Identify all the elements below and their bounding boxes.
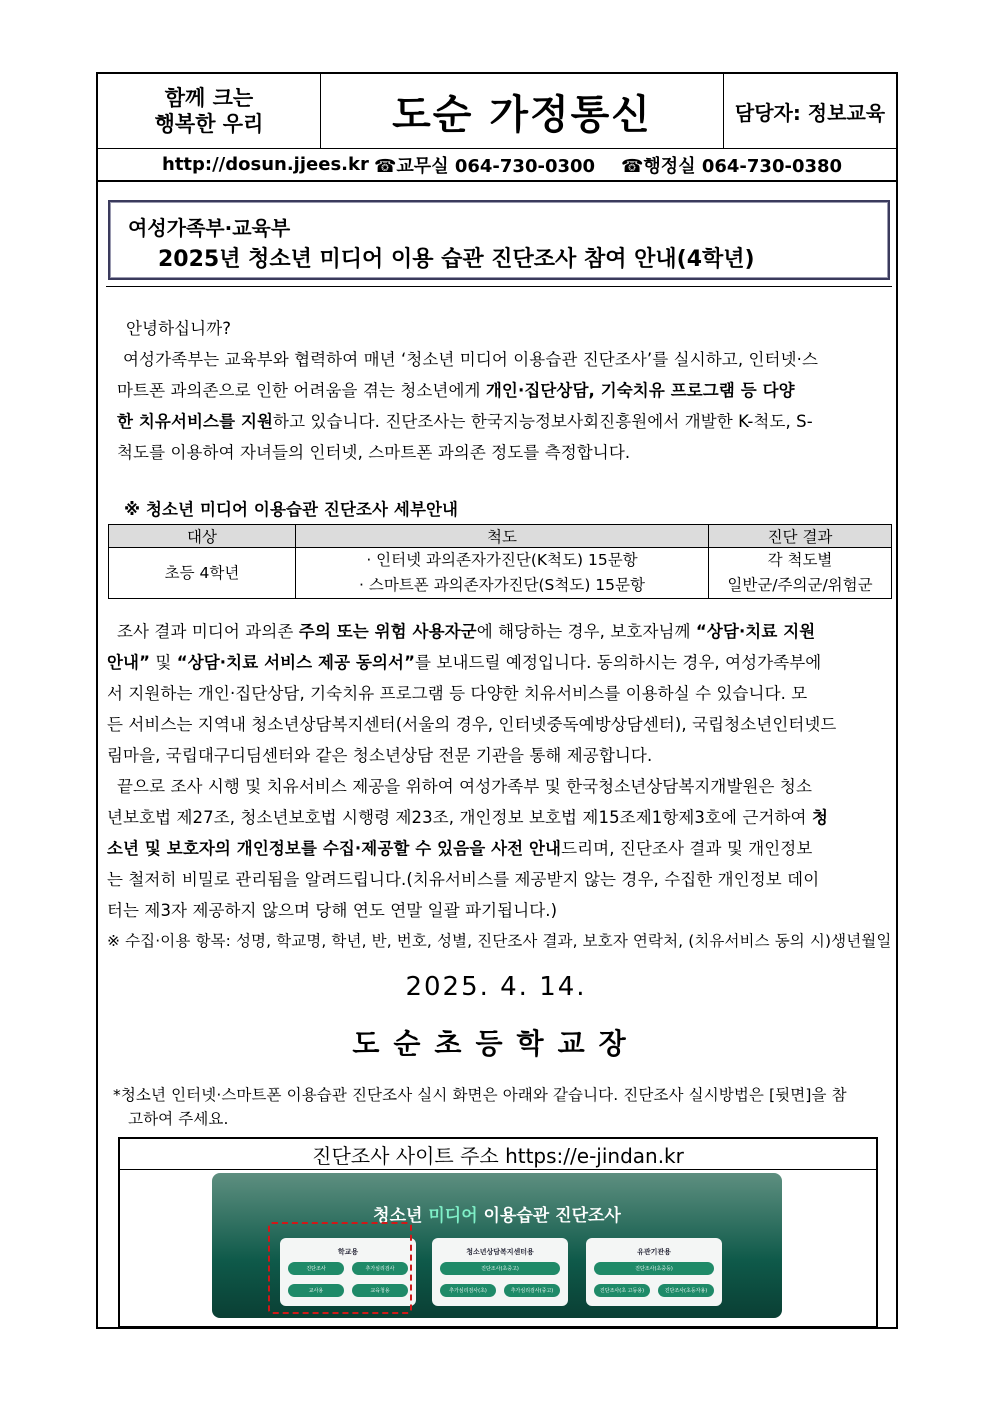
- teacher-button[interactable]: 교사용: [288, 1284, 344, 1297]
- body-line-9: 는 철저히 비밀로 관리됨을 알려드립니다.(치유서비스를 제공받지 않는 경우, 수집한 개인정보 데이: [107, 870, 820, 889]
- table-cell-scale: [296, 548, 709, 599]
- topic-org: 여성가족부·교육부: [128, 216, 291, 240]
- body-line-7b: 청: [811, 808, 828, 827]
- body-line-2d: 를 보내드릴 예정입니다. 동의하시는 경우, 여성가족부에: [415, 653, 822, 672]
- school-diagnosis-button[interactable]: 진단조사: [288, 1262, 344, 1275]
- site-address-title[interactable]: 진단조사 사이트 주소 https://e-jindan.kr: [120, 1139, 876, 1170]
- body-line-2b: 및: [150, 653, 177, 672]
- school-extra-test-button[interactable]: 추가심리검사: [352, 1262, 408, 1275]
- body-line-8a: 소년 및 보호자의 개인정보를 수집·제공할 수 있음을 사전 안내: [107, 839, 562, 858]
- card-agency-title: 유관기관용: [637, 1248, 671, 1256]
- header-contact-row: [98, 149, 896, 180]
- agency-diagnosis-high-button[interactable]: 진단조사(초 고등용): [594, 1284, 650, 1297]
- body-line-1: [117, 616, 815, 647]
- body-line-1c: 에 해당하는 경우, 보호자님께: [476, 622, 696, 641]
- note-line-2: 고하여 주세요.: [128, 1110, 229, 1128]
- table-row: [109, 548, 892, 599]
- table-header-result: 진단 결과: [709, 525, 892, 548]
- table-header-scale: 척도: [296, 525, 709, 548]
- result-line-1: 각 척도별: [767, 551, 833, 569]
- card-school-title: 학교용: [337, 1248, 359, 1256]
- screenshot-title-a: 청소년: [373, 1206, 429, 1226]
- table-cell-target: 초등 4학년: [109, 548, 296, 599]
- body-line-5: 림마을, 국립대구디딤센터와 같은 청소년상담 전문 기관을 통해 제공합니다.: [107, 746, 653, 765]
- collection-items-note: ※ 수집·이용 항목: 성명, 학교명, 학년, 반, 번호, 성별, 진단조사 결과, 보호자 연락처, (치유서비스 동의 시)생년월일: [107, 932, 892, 950]
- screenshot-title-highlight: 미디어: [428, 1206, 478, 1226]
- intro-line-2b: 개인·집단상담, 기숙치유 프로그램 등 다양: [485, 381, 795, 400]
- note-line-1: *청소년 인터넷·스마트폰 이용습관 진단조사 실시 화면은 아래와 같습니다. 진단조사 실시방법은 [뒷면]을 참: [113, 1086, 847, 1104]
- table-header-row: [109, 525, 892, 548]
- screenshot-title-c: 이용습관 진단조사: [477, 1206, 621, 1226]
- body-line-2a: 안내”: [107, 653, 151, 672]
- result-line-2: 일반군/주의군/위험군: [727, 576, 873, 594]
- center-diagnosis-button[interactable]: 진단조사(초중고): [440, 1262, 560, 1275]
- newsletter-header: [96, 72, 898, 182]
- intro-line-1: 여성가족부는 교육부와 협력하여 매년 ‘청소년 미디어 이용습관 진단조사’를 실시하고, 인터넷·스: [123, 350, 819, 369]
- slogan-line-2: 행복한 우리: [154, 112, 264, 136]
- table-header-target: 대상: [109, 525, 296, 548]
- card-counseling-center[interactable]: [432, 1238, 568, 1306]
- intro-line-4: 척도를 이용하여 자녀들의 인터넷, 스마트폰 과의존 정도를 측정합니다.: [117, 443, 631, 462]
- body-line-4: 든 서비스는 지역내 청소년상담복지센터(서울의 경우, 인터넷중독예방상담센터), 국립청소년인터넷드: [107, 715, 837, 734]
- card-counseling-title: 청소년상담복지센터용: [466, 1248, 534, 1256]
- intro-line-2: [117, 375, 795, 406]
- education-office-button[interactable]: 교육청용: [352, 1284, 408, 1297]
- body-line-1b: 주의 또는 위험 사용자군: [298, 622, 477, 641]
- divider: [106, 286, 892, 287]
- body-line-8b: 드리며, 진단조사 결과 및 개인정보: [561, 839, 813, 858]
- body-line-3: 서 지원하는 개인·집단상담, 기숙치유 프로그램 등 다양한 치유서비스를 이용하실 수 있습니다. 모: [107, 684, 808, 703]
- body-line-7a: 년보호법 제27조, 청소년보호법 시행령 제23조, 개인정보 보호법 제15조제1항제3호에 근거하여: [107, 808, 812, 827]
- body-line-2: [107, 647, 821, 678]
- school-principal: 도순초등학교장: [352, 1027, 640, 1060]
- newsletter-title: 도순 가정통신: [321, 74, 724, 148]
- office-phone: ☎교무실 064-730-0300: [374, 155, 596, 177]
- body-line-10: 터는 제3자 제공하지 않으며 당해 연도 연말 일괄 파기됩니다.): [107, 901, 558, 920]
- intro-line-3a: 한 치유서비스를 지원: [117, 412, 274, 431]
- body-line-2c: “상담·치료 서비스 제공 동의서”: [176, 653, 416, 672]
- topic-title: 2025년 청소년 미디어 이용 습관 진단조사 참여 안내(4학년): [158, 247, 755, 272]
- scale-item-1: · 인터넷 과의존자가진단(K척도) 15문항: [366, 551, 638, 569]
- detail-table: [108, 524, 892, 599]
- body-line-6: 끝으로 조사 시행 및 치유서비스 제공을 위하여 여성가족부 및 한국청소년상담복지개발원은 청소: [117, 777, 813, 796]
- intro-greeting: 안녕하십니까?: [126, 319, 232, 338]
- body-line-7: [107, 802, 828, 833]
- body-line-1d: “상담·치료 지원: [695, 622, 816, 641]
- center-extra-mid-button[interactable]: 추가심리검사(중고): [504, 1284, 560, 1297]
- school-card-highlight: [268, 1222, 412, 1314]
- manager-label: 담당자: 정보교육: [734, 100, 886, 125]
- agency-diagnosis-elem-button[interactable]: 진단조사(초등자용): [658, 1284, 714, 1297]
- detail-heading: ※ 청소년 미디어 이용습관 진단조사 세부안내: [124, 500, 459, 519]
- intro-line-3: [117, 406, 813, 437]
- header-top-row: [98, 74, 896, 149]
- center-extra-elem-button[interactable]: 추가심리검사(초): [440, 1284, 496, 1297]
- admin-phone: ☎행정실 064-730-0380: [621, 155, 843, 177]
- intro-line-3b: 하고 있습니다. 진단조사는 한국지능정보사회진흥원에서 개발한 K-척도, S-: [273, 412, 813, 431]
- school-url-link[interactable]: http://dosun.jjees.kr: [162, 154, 369, 175]
- table-cell-result: [709, 548, 892, 599]
- body-line-8: [107, 833, 812, 864]
- scale-item-2: · 스마트폰 과의존자가진단(S척도) 15문항: [359, 576, 645, 594]
- topic-box: [108, 200, 890, 280]
- issue-date: 2025. 4. 14.: [405, 972, 587, 1002]
- card-related-agency[interactable]: [586, 1238, 722, 1306]
- body-line-1a: 조사 결과 미디어 과의존: [117, 622, 299, 641]
- agency-diagnosis-button[interactable]: 진단조사(초중등): [594, 1262, 714, 1275]
- intro-line-2a: 마트폰 과의존으로 인한 어려움을 겪는 청소년에게: [117, 381, 486, 400]
- slogan-line-1: 함께 크는: [164, 86, 254, 110]
- school-slogan: [98, 74, 321, 148]
